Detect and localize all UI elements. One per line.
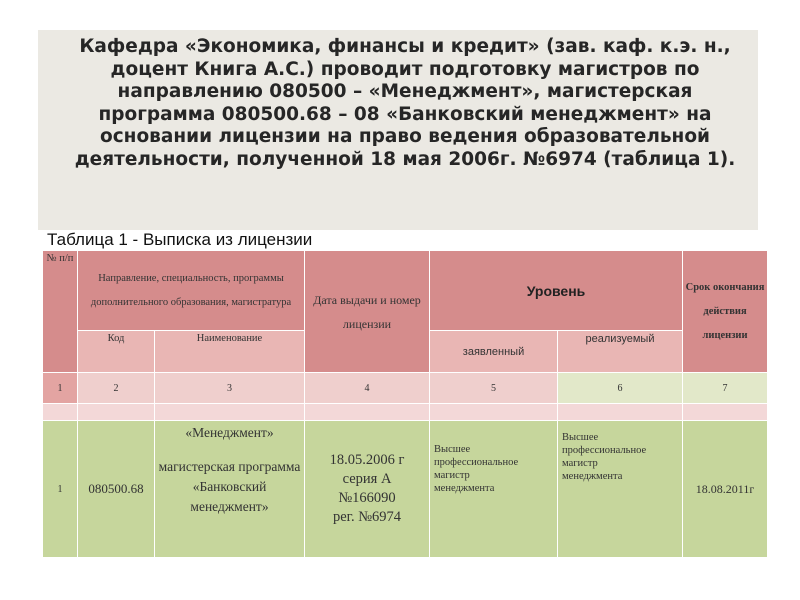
header-declared: заявленный — [430, 331, 558, 373]
row-implemented-line: менеджмента — [562, 471, 623, 482]
row-date-line: 18.05.2006 г — [329, 452, 405, 468]
header-num: № п/п — [43, 251, 78, 373]
column-number: 5 — [430, 373, 558, 404]
row-declared-line: профессиональное — [434, 457, 519, 468]
row-date-line: рег. №6974 — [332, 509, 402, 525]
row-implemented-line: магистр — [562, 458, 598, 469]
table-row — [43, 421, 768, 558]
row-implemented-line: профессиональное — [562, 445, 647, 456]
row-date-line: серия А — [342, 471, 392, 487]
header-term: Срок окончания действия лицензии — [683, 251, 768, 373]
row-name-line: «Менеджмент» — [185, 425, 274, 440]
header-code: Код — [78, 331, 155, 373]
row-date-line: №166090 — [338, 490, 396, 506]
page-heading: Кафедра «Экономика, финансы и кредит» (зав. каф. к.э. н., доцент Книга А.С.) проводит подготовку магистров по направлению 080500 – «Менеджмент», магистерская программа 080500.68 – 08 «Банковский менеджмент» на основании лицензии на право ведения образовательной деятельности, полученной 18 мая 2006г. №6974 (таблица 1). — [74, 36, 736, 170]
row-declared — [430, 421, 558, 558]
row-declared-line: менеджмента — [434, 483, 495, 494]
row-name-line: магистерская программа — [158, 459, 301, 474]
header-level: Уровень — [430, 251, 683, 331]
header-issue-date: Дата выдачи и номер лицензии — [305, 251, 430, 373]
column-number-row — [43, 373, 768, 404]
row-date — [305, 421, 430, 558]
license-table — [42, 250, 768, 558]
header-direction: Направление, специальность, программы дополнительного образования, магистратура — [78, 251, 305, 331]
column-number: 4 — [305, 373, 430, 404]
column-number: 7 — [683, 373, 768, 404]
header-implemented: реализуемый — [558, 331, 683, 373]
row-num: 1 — [43, 421, 78, 558]
column-number: 6 — [558, 373, 683, 404]
spacer-row — [43, 404, 768, 421]
column-number: 1 — [43, 373, 78, 404]
row-declared-line: Высшее — [434, 444, 471, 455]
row-code: 080500.68 — [78, 421, 155, 558]
header-name: Наименование — [155, 331, 305, 373]
row-declared-line: магистр — [434, 470, 470, 481]
row-name — [155, 421, 305, 558]
column-number: 3 — [155, 373, 305, 404]
row-term: 18.08.2011г — [683, 421, 768, 558]
header-row — [43, 251, 768, 331]
row-implemented-line: Высшее — [562, 432, 599, 443]
table-caption: Таблица 1 - Выписка из лицензии — [47, 230, 313, 249]
row-implemented — [558, 421, 683, 558]
row-name-line: «Банковский менеджмент» — [190, 479, 269, 514]
column-number: 2 — [78, 373, 155, 404]
